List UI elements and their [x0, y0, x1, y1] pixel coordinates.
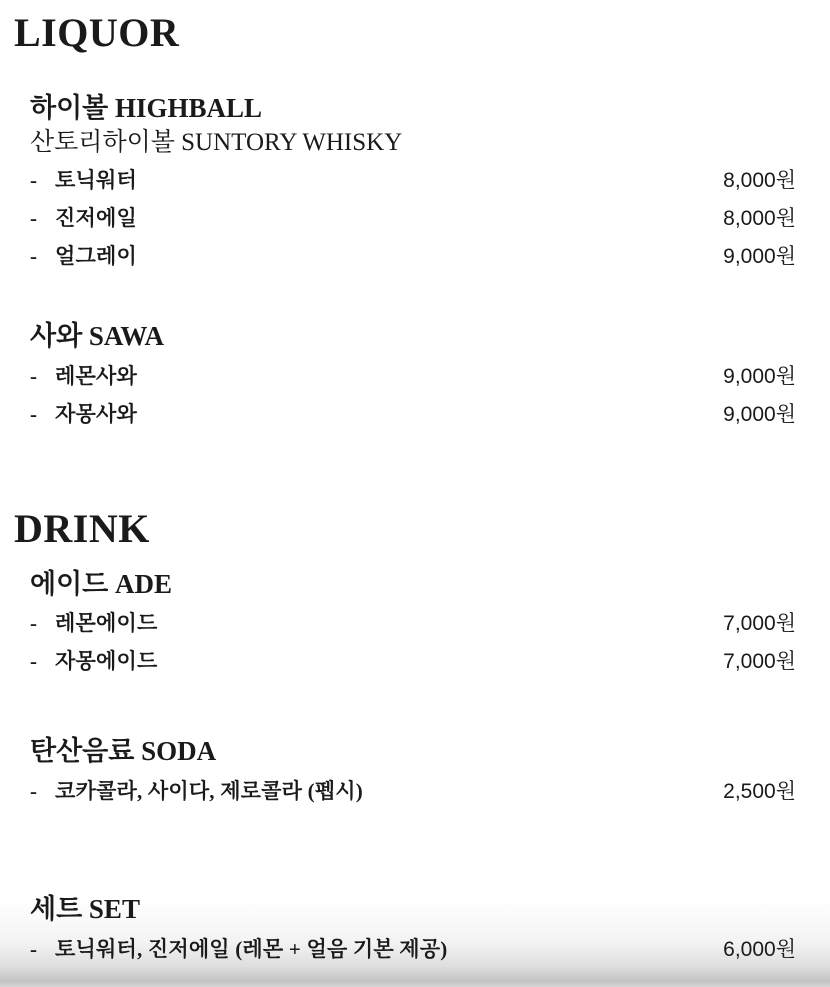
- item-price: 9,000원: [723, 402, 796, 426]
- item-label: 자몽에이드: [55, 649, 158, 674]
- menu-item-row: [30, 202, 796, 240]
- menu-item-row: [30, 933, 796, 971]
- soda-items: [30, 775, 796, 813]
- group-title-set: 세트 SET: [30, 894, 140, 924]
- menu-item-row: [30, 607, 796, 645]
- section-title-liquor: LIQUOR: [14, 10, 180, 55]
- section-title-drink: DRINK: [14, 505, 150, 551]
- item-dash: -: [30, 167, 37, 192]
- item-label: 레몬에이드: [55, 611, 158, 636]
- item-dash: -: [30, 363, 37, 388]
- menu-item-row: [30, 398, 796, 436]
- item-label: 토닉워터: [55, 167, 137, 192]
- highball-items: [30, 164, 796, 278]
- group-soda: [30, 735, 796, 813]
- item-price: 8,000원: [723, 206, 796, 230]
- item-price: 7,000원: [723, 612, 796, 636]
- set-items: [30, 933, 796, 971]
- item-price: 6,000원: [723, 937, 796, 961]
- item-dash: -: [30, 401, 37, 426]
- item-dash: -: [30, 611, 37, 636]
- group-title-highball: 하이볼 HIGHBALL: [30, 93, 263, 123]
- item-label: 진저에일: [55, 205, 137, 230]
- item-label: 레몬사와: [55, 363, 137, 388]
- item-dash: -: [30, 779, 37, 803]
- menu-item-row: [30, 360, 796, 398]
- item-label: 코카콜라, 사이다, 제로콜라 (펩시): [55, 779, 363, 803]
- item-dash: -: [30, 936, 37, 961]
- item-price: 9,000원: [723, 244, 796, 268]
- group-title-soda: 탄산음료 SODA: [30, 736, 217, 767]
- item-dash: -: [30, 205, 37, 230]
- menu-item-row: [30, 240, 796, 278]
- item-price: 7,000원: [723, 650, 796, 674]
- menu-item-row: [30, 645, 796, 683]
- item-price: 2,500원: [723, 780, 796, 803]
- item-dash: -: [30, 649, 37, 674]
- item-label: 자몽사와: [55, 401, 137, 426]
- group-title-ade: 에이드 ADE: [30, 568, 173, 599]
- menu-item-row: [30, 164, 796, 202]
- group-highball: [30, 92, 796, 278]
- group-subtitle-suntory: 산토리하이볼 SUNTORY WHISKY: [30, 128, 403, 156]
- item-price: 9,000원: [723, 364, 796, 388]
- group-set: [30, 893, 796, 971]
- sawa-items: [30, 360, 796, 436]
- item-dash: -: [30, 243, 37, 268]
- item-label: 토닉워터, 진저에일 (레몬 + 얼음 기본 제공): [55, 936, 448, 961]
- item-label: 얼그레이: [55, 243, 137, 268]
- group-title-sawa: 사와 SAWA: [30, 320, 164, 351]
- item-price: 8,000원: [723, 168, 796, 192]
- ade-items: [30, 607, 796, 683]
- menu-item-row: [30, 775, 796, 813]
- group-sawa: [30, 320, 796, 436]
- group-ade: [30, 568, 796, 684]
